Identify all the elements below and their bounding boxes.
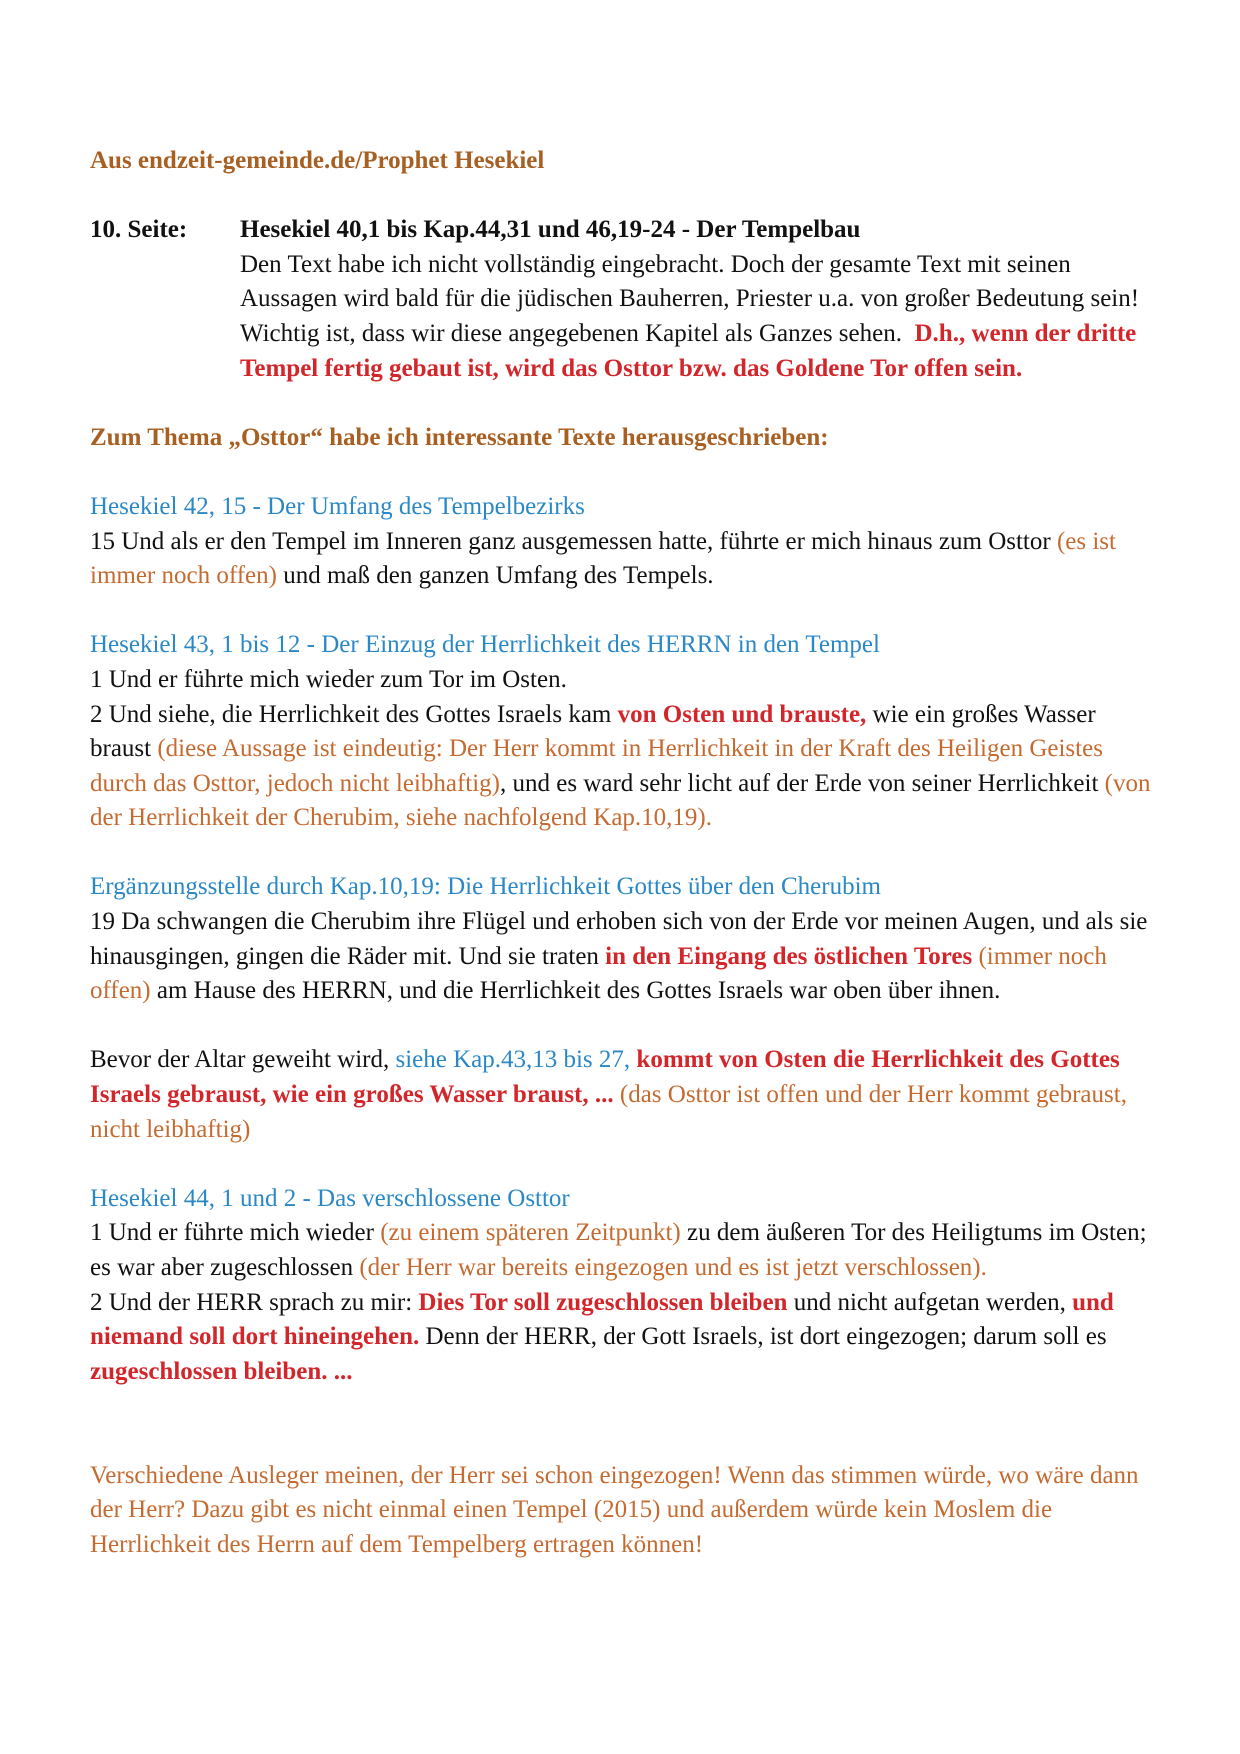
blank-line	[90, 179, 1160, 214]
blank-line	[90, 1147, 1160, 1182]
body-text: 19 Da schwangen die Cherubim ihre Flügel und erhoben sich von der Erde vor meinen Augen, und als sie	[90, 908, 1148, 936]
blank-line	[90, 1009, 1160, 1044]
body-text: braust	[90, 735, 158, 763]
topic-heading-line	[90, 421, 1160, 456]
comment-text: durch das Osttor, jedoch nicht leibhaftig)	[90, 769, 500, 797]
emphasis-text: in den Eingang des östlichen Tores	[605, 942, 973, 970]
comment-text: (immer noch	[972, 942, 1107, 970]
passage-line	[90, 663, 1160, 698]
scripture-reference: siehe Kap.43,13 bis 27,	[395, 1046, 631, 1074]
passage-line	[90, 559, 1160, 594]
body-text: Den Text habe ich nicht vollständig eingebracht. Doch der gesamte Text mit seinen	[240, 250, 1071, 278]
comment-text: (von	[1104, 769, 1151, 797]
blank-line	[90, 386, 1160, 421]
passage-line	[90, 1216, 1160, 1251]
intro-line	[90, 352, 1160, 387]
emphasis-text: und	[1072, 1288, 1114, 1316]
passage-line	[90, 1286, 1160, 1321]
body-text: hinausgingen, gingen die Räder mit. Und sie traten	[90, 942, 606, 970]
comment-text: (das Osttor ist offen und der Herr kommt gebraust,	[613, 1081, 1127, 1109]
comment-text: offen)	[90, 977, 151, 1005]
body-text: Aussagen wird bald für die jüdischen Bauherren, Priester u.a. von großer Bedeutung sein!	[240, 285, 1140, 313]
emphasis-text: zugeschlossen bleiben. ...	[90, 1357, 353, 1385]
passage-reference-line	[90, 870, 1160, 905]
passage-line	[90, 1355, 1160, 1390]
note-line	[90, 1113, 1160, 1148]
source-line	[90, 144, 1160, 179]
emphasis-text: D.h., wenn der dritte	[914, 319, 1137, 347]
passage-line	[90, 732, 1160, 767]
comment-text: nicht leibhaftig)	[90, 1115, 251, 1143]
body-text: , und es ward sehr licht auf der Erde von seiner Herrlichkeit	[500, 769, 1105, 797]
emphasis-text: Dies Tor soll zugeschlossen bleiben	[418, 1288, 788, 1316]
body-text: Bevor der Altar geweiht wird,	[90, 1046, 396, 1074]
body-text: es war aber zugeschlossen	[90, 1254, 360, 1281]
passage-reference-line	[90, 628, 1160, 663]
blank-line	[90, 455, 1160, 490]
intro-line	[90, 317, 1160, 352]
emphasis-text: Israels gebraust, wie ein großes Wasser braust, ...	[90, 1081, 614, 1109]
passage-line	[90, 525, 1160, 560]
page-label: 10. Seite:	[90, 216, 188, 244]
body-text: zu dem äußeren Tor des Heiligtums im Osten;	[680, 1219, 1147, 1247]
body-text: und maß den ganzen Umfang des Tempels.	[276, 562, 714, 590]
comment-text: Herrlichkeit des Herrn auf dem Tempelberg ertragen können!	[90, 1530, 704, 1558]
passage-line	[90, 940, 1160, 975]
source-heading: Aus endzeit-gemeinde.de/Prophet Hesekiel	[90, 147, 545, 174]
emphasis-text: niemand soll dort hineingehen.	[90, 1323, 420, 1351]
intro-line	[90, 282, 1160, 317]
comment-text: (es ist	[1056, 527, 1116, 555]
comment-text: (diese Aussage ist eindeutig: Der Herr kommt in Herrlichkeit in der Kraft des Heiligen Geistes	[157, 735, 1103, 763]
conclusion-line	[90, 1493, 1160, 1528]
comment-text: der Herr? Dazu gibt es nicht einmal einen Tempel (2015) und außerdem würde kein Moslem die	[90, 1496, 1053, 1524]
body-text: 1 Und er führte mich wieder zum Tor im Osten.	[90, 665, 567, 693]
emphasis-text: von Osten und brauste,	[617, 700, 867, 728]
comment-text: (der Herr war bereits eingezogen und es ist jetzt verschlossen).	[359, 1254, 987, 1281]
body-text: Denn der HERR, der Gott Israels, ist dort eingezogen; darum soll es	[419, 1323, 1107, 1351]
passage-reference-line	[90, 1182, 1160, 1217]
body-text: 1 Und er führte mich wieder	[90, 1219, 381, 1247]
note-line	[90, 1043, 1160, 1078]
blank-line	[90, 594, 1160, 629]
body-text: 2 Und siehe, die Herrlichkeit des Gottes Israels kam	[90, 700, 618, 728]
intro-title-line	[90, 213, 1160, 248]
passage-line	[90, 905, 1160, 940]
blank-line	[90, 1389, 1160, 1424]
passage-line	[90, 974, 1160, 1009]
comment-text: Verschiedene Ausleger meinen, der Herr sei schon eingezogen! Wenn das stimmen würde, wo wäre dann	[90, 1461, 1139, 1489]
topic-heading: Zum Thema „Osttor“ habe ich interessante Texte herausgeschrieben:	[90, 423, 829, 451]
passage-line	[90, 1251, 1160, 1286]
scripture-reference: Hesekiel 43, 1 bis 12 - Der Einzug der Herrlichkeit des HERRN in den Tempel	[90, 631, 880, 659]
comment-text: der Herrlichkeit der Cherubim, siehe nachfolgend Kap.10,19).	[90, 804, 713, 832]
passage-line	[90, 1320, 1160, 1355]
blank-line	[90, 1424, 1160, 1459]
body-text: am Hause des HERRN, und die Herrlichkeit des Gottes Israels war oben über ihnen.	[150, 977, 1001, 1005]
emphasis-text: Tempel fertig gebaut ist, wird das Osttor bzw. das Goldene Tor offen sein.	[240, 354, 1023, 382]
passage-line	[90, 698, 1160, 733]
intro-title: Hesekiel 40,1 bis Kap.44,31 und 46,19-24 - Der Tempelbau	[240, 216, 861, 244]
passage-line	[90, 767, 1160, 802]
note-line	[90, 1078, 1160, 1113]
comment-text: immer noch offen)	[90, 562, 277, 590]
body-text: Wichtig ist, dass wir diese angegebenen Kapitel als Ganzes sehen.	[240, 319, 915, 347]
comment-text: (zu einem späteren Zeitpunkt)	[380, 1219, 681, 1247]
passage-reference-line	[90, 490, 1160, 525]
body-text: 2 Und der HERR sprach zu mir:	[90, 1288, 419, 1316]
scripture-reference: Hesekiel 44, 1 und 2 - Das verschlossene Osttor	[90, 1184, 570, 1212]
conclusion-line	[90, 1459, 1160, 1494]
scripture-reference: Ergänzungsstelle durch Kap.10,19: Die Herrlichkeit Gottes über den Cherubim	[90, 873, 881, 901]
emphasis-text: kommt von Osten die Herrlichkeit des Gottes	[630, 1046, 1120, 1074]
passage-line	[90, 801, 1160, 836]
conclusion-line	[90, 1528, 1160, 1563]
body-text: wie ein großes Wasser	[866, 700, 1096, 728]
body-text: 15 Und als er den Tempel im Inneren ganz ausgemessen hatte, führte er mich hinaus zum Osttor	[90, 527, 1057, 555]
scripture-reference: Hesekiel 42, 15 - Der Umfang des Tempelbezirks	[90, 492, 585, 520]
intro-line	[90, 248, 1160, 283]
document-body	[90, 144, 1160, 1562]
body-text: und nicht aufgetan werden,	[787, 1288, 1073, 1316]
blank-line	[90, 836, 1160, 871]
